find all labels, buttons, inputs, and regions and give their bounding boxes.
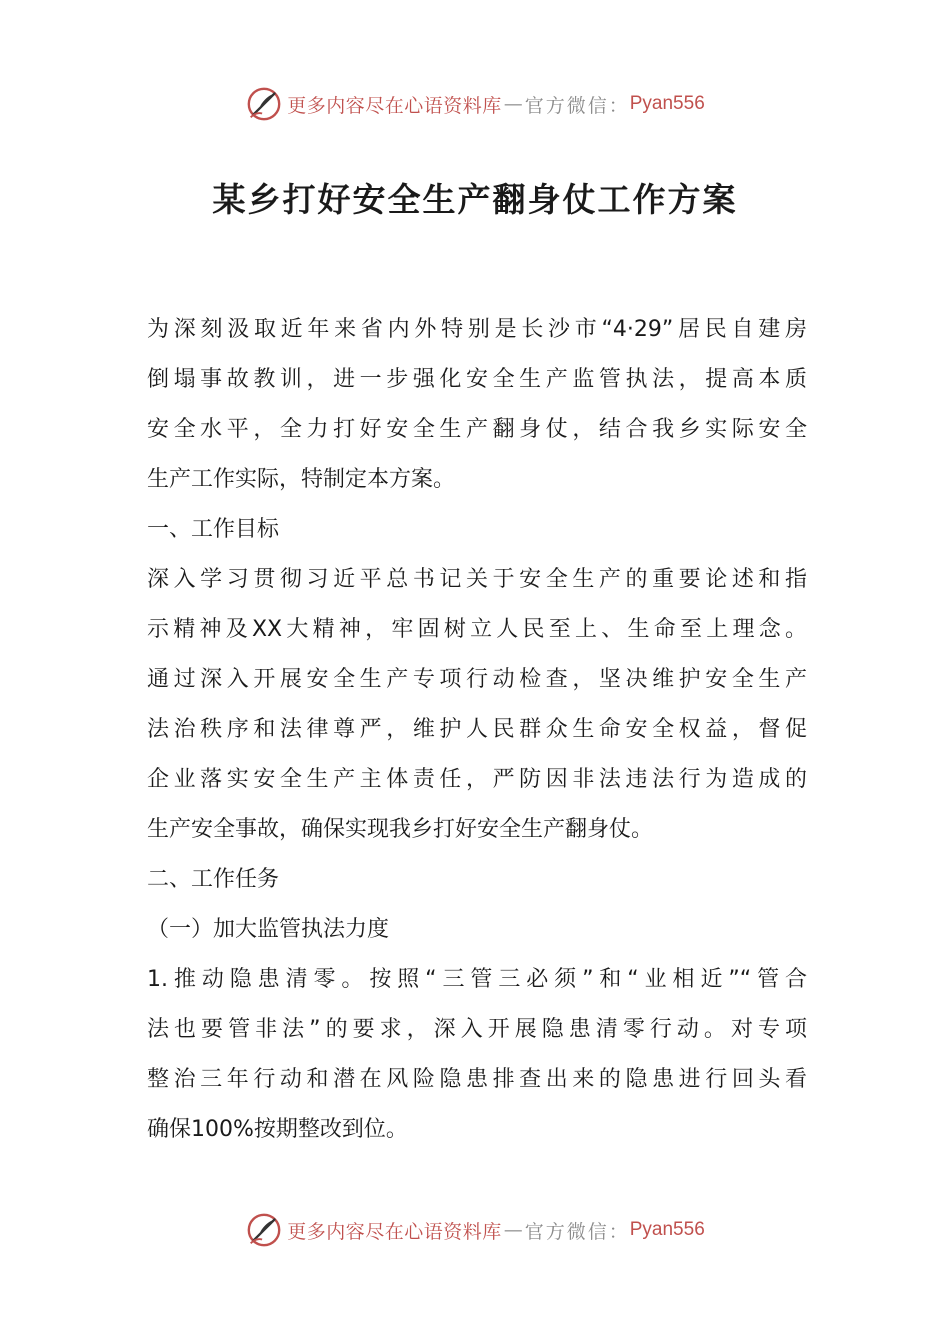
body-line: 法治秩序和法律尊严，维护人民群众生命安全权益，督促 [147,717,807,742]
watermark-banner-top [0,84,950,124]
document-title: 某乡打好安全生产翻身仗工作方案 [212,180,738,219]
watermark-dash: — [503,1219,523,1241]
document-body [147,305,807,1155]
watermark-dash: — [503,93,523,115]
body-line: 1.推动隐患清零。按照“三管三必须”和“业相近”“管合 [147,967,807,992]
body-line: 企业落实安全生产主体责任，严防因非法违法行为造成的 [147,767,807,792]
body-line: 整治三年行动和潜在风险隐患排查出来的隐患进行回头看 [147,1067,807,1092]
body-line: 生产工作实际，特制定本方案。 [147,467,456,492]
body-line: 深入学习贯彻习近平总书记关于安全生产的重要论述和指 [147,567,807,592]
body-line: 为深刻汲取近年来省内外特别是长沙市“4·29”居民自建房 [147,317,807,342]
body-line: 倒塌事故教训，进一步强化安全生产监管执法，提高本质 [147,367,807,392]
quill-logo-icon [245,1211,283,1249]
quill-logo-icon [245,85,283,123]
subsection-heading: （一）加大监管执法力度 [147,917,390,942]
watermark-wechat-label: 官方微信： [524,1220,630,1243]
watermark-text: 更多内容尽在心语资料库 [287,1220,502,1243]
body-line: 确保100%按期整改到位。 [147,1117,408,1142]
body-line: 通过深入开展安全生产专项行动检查，坚决维护安全生产 [147,667,807,692]
body-line: 示精神及XX大精神，牢固树立人民至上、生命至上理念。 [147,617,807,642]
watermark-wechat-id: Pyan556 [629,1219,705,1240]
watermark-banner-bottom [0,1210,950,1250]
body-line: 安全水平，全力打好安全生产翻身仗，结合我乡实际安全 [147,417,807,442]
section-heading: 二、工作任务 [147,867,280,892]
section-heading: 一、工作目标 [147,517,280,542]
watermark-text: 更多内容尽在心语资料库 [287,94,502,117]
watermark-wechat-id: Pyan556 [629,93,705,114]
body-line: 法也要管非法”的要求，深入开展隐患清零行动。对专项 [147,1017,807,1042]
body-line: 生产安全事故，确保实现我乡打好安全生产翻身仗。 [147,817,654,842]
watermark-wechat-label: 官方微信： [524,94,630,117]
